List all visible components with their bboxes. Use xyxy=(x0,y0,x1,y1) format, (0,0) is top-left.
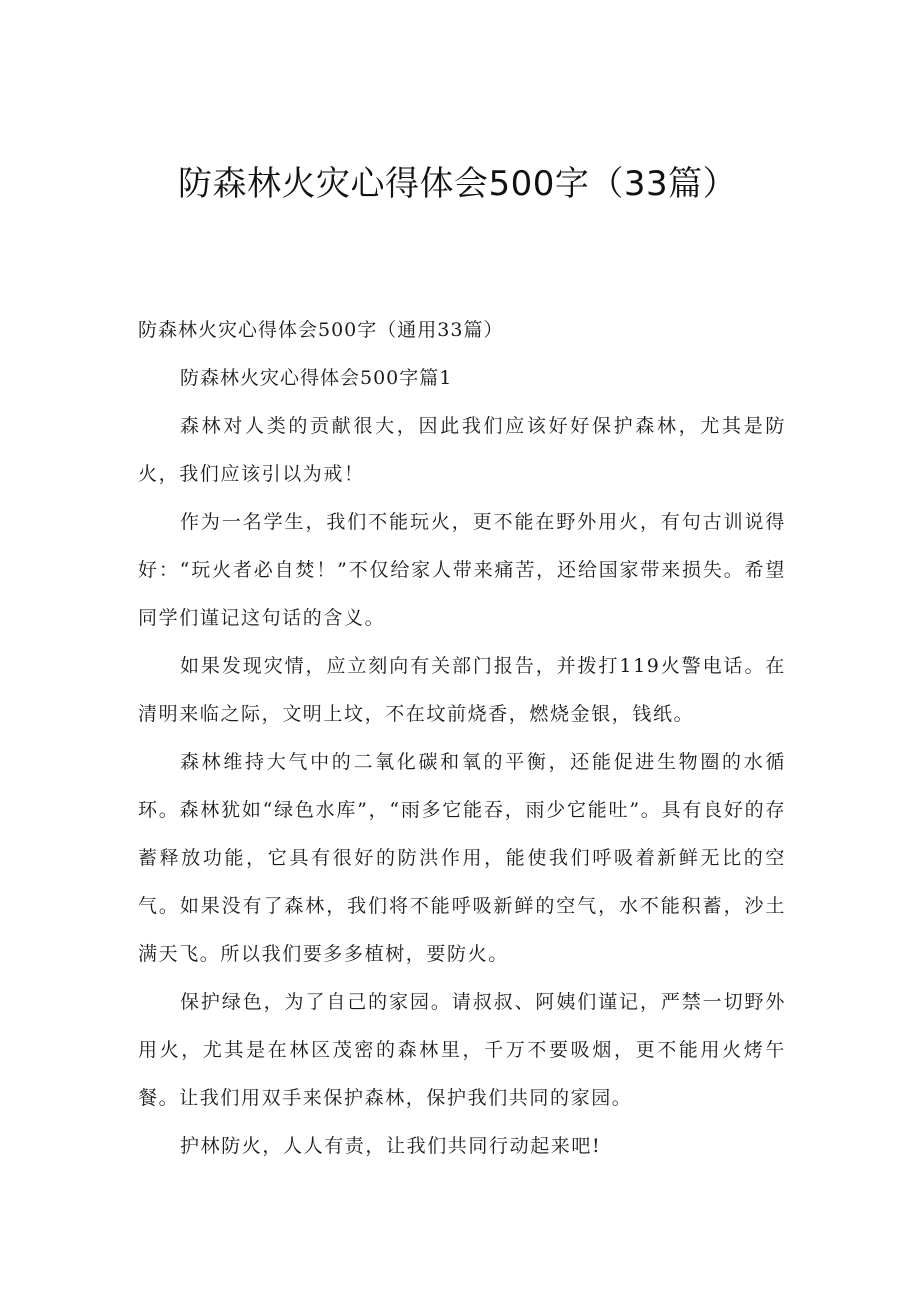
section-heading: 防森林火灾心得体会500字篇1 xyxy=(180,367,453,389)
paragraph: 保护绿色，为了自己的家园。请叔叔、阿姨们谨记，严禁一切野外用火，尤其是在林区茂密的森林里，千万不要吸烟，更不能用火烤午餐。让我们用双手来保护森林，保护我们共同的家园。 xyxy=(138,991,786,1109)
document-title: 防森林火灾心得体会500字（33篇） xyxy=(178,164,738,204)
paragraph: 森林维持大气中的二氧化碳和氧的平衡，还能促进生物圈的水循环。森林犹如“绿色水库”，“雨多它能吞，雨少它能吐”。具有良好的存蓄释放功能，它具有很好的防洪作用，能使我们呼吸着新鲜无比的空气。如果没有了森林，我们将不能呼吸新鲜的空气，水不能积蓄，沙土满天飞。所以我们要多多植树，要防火。 xyxy=(138,751,786,965)
paragraph: 护林防火，人人有责，让我们共同行动起来吧! xyxy=(180,1135,602,1157)
document-body xyxy=(138,306,786,1170)
paragraph: 森林对人类的贡献很大，因此我们应该好好保护森林，尤其是防火，我们应该引以为戒！ xyxy=(138,415,786,485)
paragraph: 如果发现灾情，应立刻向有关部门报告，并拨打119火警电话。在清明来临之际，文明上坟，不在坟前烧香，燃烧金银，钱纸。 xyxy=(138,655,786,725)
paragraph: 作为一名学生，我们不能玩火，更不能在野外用火，有句古训说得好：“玩火者必自焚！”不仅给家人带来痛苦，还给国家带来损失。希望同学们谨记这句话的含义。 xyxy=(138,511,786,629)
document-subtitle: 防森林火灾心得体会500字（通用33篇） xyxy=(138,319,504,341)
